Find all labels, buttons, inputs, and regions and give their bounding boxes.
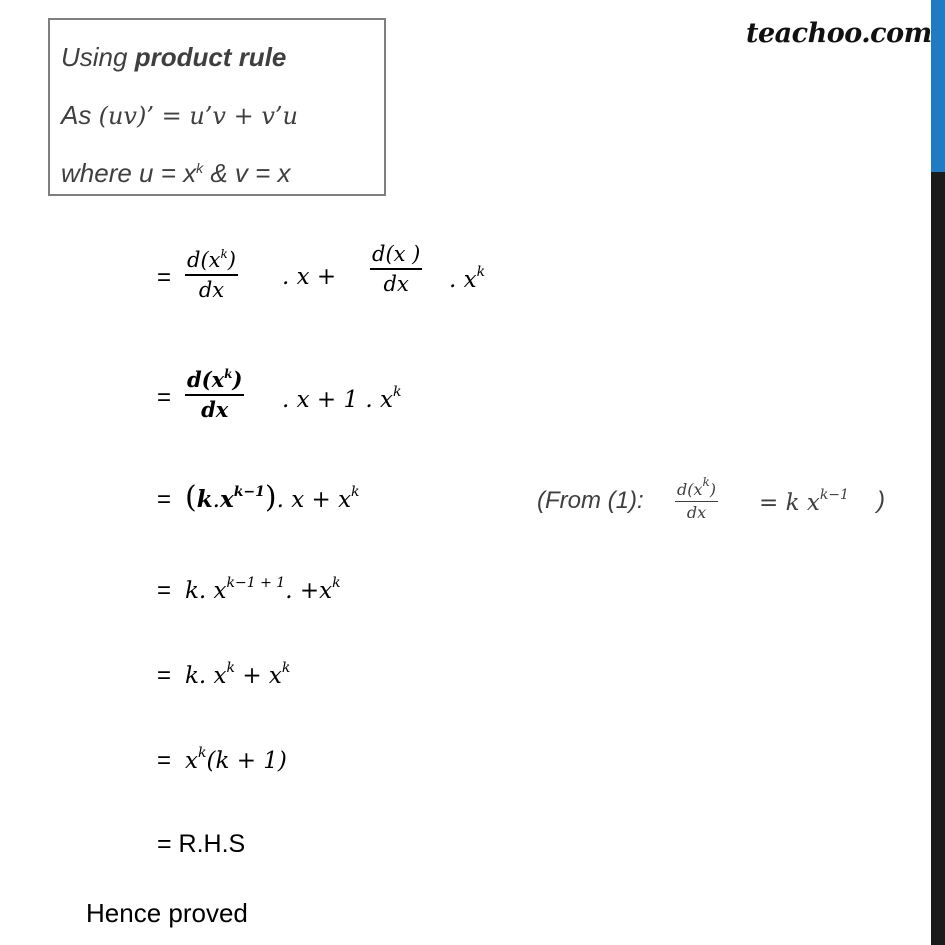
product-rule-box (48, 18, 386, 196)
fraction-d-xk-dx: $d(x^k)$ dx (187, 247, 236, 302)
fraction-d-x-dx: d(x ) dx (372, 242, 421, 296)
rule-line-1: Using product rule (61, 42, 287, 72)
note-fraction: $d(x^k)$ dx (677, 475, 717, 522)
teachoo-logo: teachoo.com (746, 18, 932, 49)
rule-line-3: where $u = x^k$ & v = x (61, 158, 291, 188)
right-edge-bar (931, 0, 945, 945)
rhs-line: = R.H.S (157, 830, 246, 858)
right-edge-accent (931, 0, 945, 172)
rule-line-2: As (uv)’ = u’v + v’u (61, 100, 298, 130)
hence-proved: Hence proved (86, 898, 248, 928)
fraction-bold-d-xk-dx: $d(x^k)$ dx (187, 367, 243, 422)
